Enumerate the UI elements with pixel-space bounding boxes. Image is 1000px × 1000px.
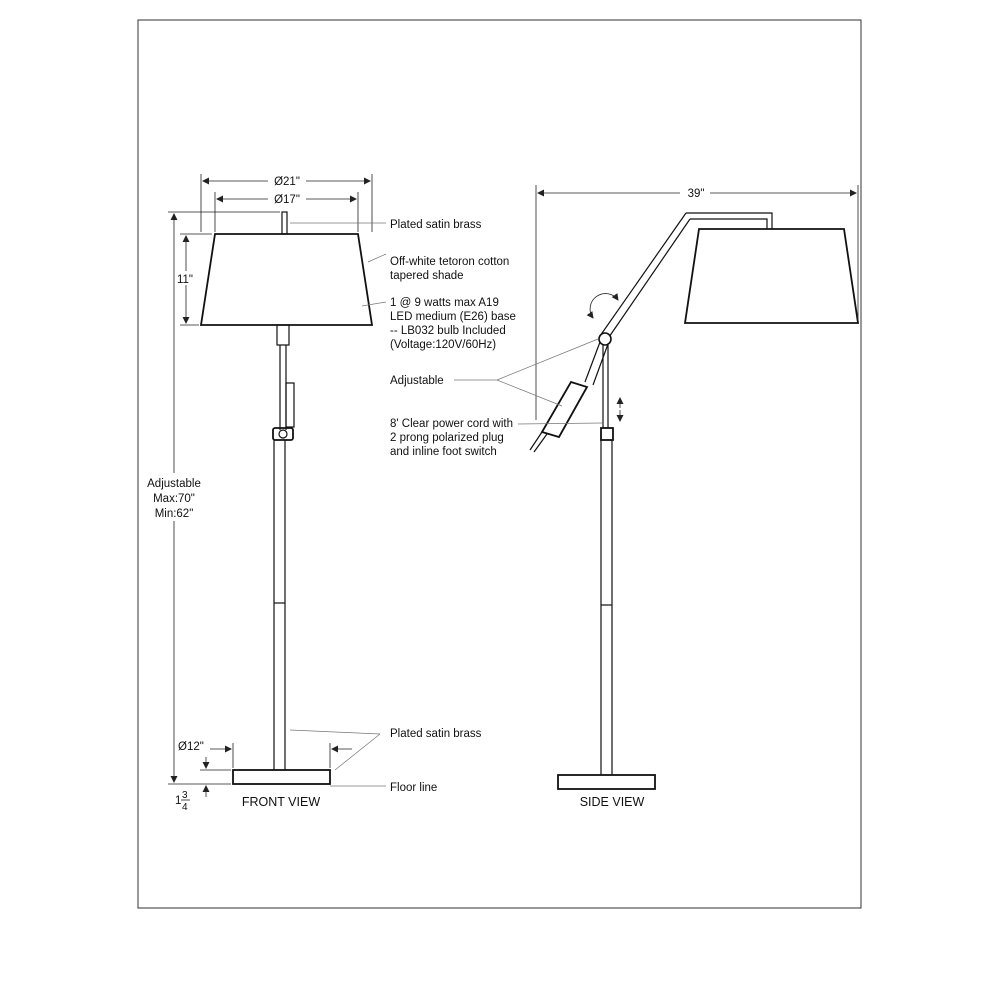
callout-finish-base: Plated satin brass xyxy=(390,728,482,740)
callout-cord-line1: 8' Clear power cord with xyxy=(390,418,513,430)
dim-base-diameter: Ø12" xyxy=(178,741,204,753)
dim-base-height-num: 3 xyxy=(182,790,188,801)
front-view-title: FRONT VIEW xyxy=(241,795,321,809)
callout-bulb-line2: LED medium (E26) base xyxy=(390,311,516,323)
callout-cord-line3: and inline foot switch xyxy=(390,446,497,458)
front-shade xyxy=(201,234,372,325)
side-view-title: SIDE VIEW xyxy=(579,795,645,809)
callout-shade-line1: Off-white tetoron cotton xyxy=(390,256,510,268)
dim-overall-height-line2: Max:70" xyxy=(153,493,195,505)
callout-bulb-line3: -- LB032 bulb Included xyxy=(390,325,506,337)
dim-overall-width: 39" xyxy=(687,188,705,200)
dim-base-height-den: 4 xyxy=(182,802,188,813)
dim-base-height-whole: 1 xyxy=(175,795,182,807)
drawing-frame xyxy=(138,20,861,908)
callout-finish-top: Plated satin brass xyxy=(390,219,482,231)
side-counterweight xyxy=(542,382,587,437)
dim-overall-height-line1: Adjustable xyxy=(147,478,201,490)
front-upper-stem xyxy=(277,325,289,345)
front-switch-housing xyxy=(286,383,294,427)
front-view-lamp xyxy=(201,212,372,784)
front-base xyxy=(233,770,330,784)
side-shade xyxy=(685,229,858,323)
dim-outer-shade: Ø21" xyxy=(274,176,300,188)
callout-floor-line: Floor line xyxy=(390,782,438,794)
callout-bulb-line4: (Voltage:120V/60Hz) xyxy=(390,339,497,351)
side-shade-hanger xyxy=(686,213,772,229)
dim-shade-height: 11" xyxy=(176,274,194,286)
side-collar xyxy=(601,428,613,440)
callout-adjustable: Adjustable xyxy=(390,375,444,387)
dim-overall-height-line3: Min:62" xyxy=(154,508,194,520)
callout-cord-line2: 2 prong polarized plug xyxy=(390,432,504,444)
callout-bulb-line1: 1 @ 9 watts max A19 xyxy=(390,297,499,309)
side-pivot xyxy=(599,333,611,345)
front-dimensions xyxy=(142,173,372,813)
side-base xyxy=(558,775,655,789)
side-view-lamp xyxy=(530,213,858,789)
side-dimensions xyxy=(536,185,858,420)
callout-shade-line2: tapered shade xyxy=(390,270,464,282)
front-finial xyxy=(282,212,287,234)
dim-inner-shade: Ø17" xyxy=(274,194,300,206)
